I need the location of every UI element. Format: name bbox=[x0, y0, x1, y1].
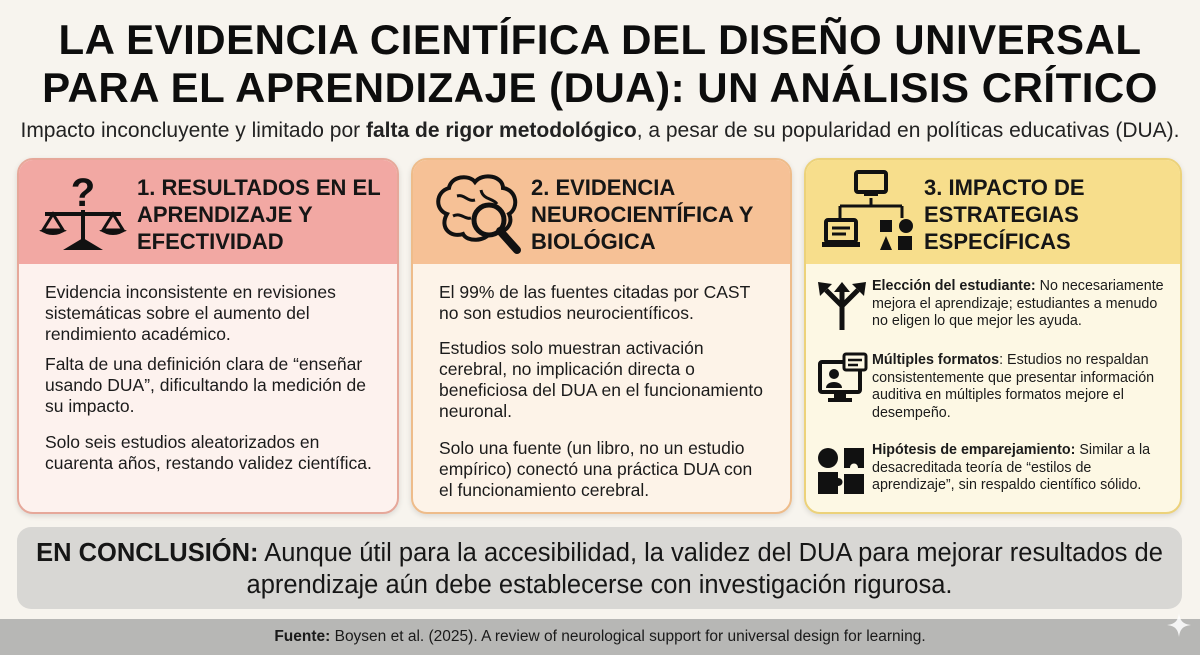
strategy-label: Múltiples formatos bbox=[872, 352, 1000, 368]
conclusion-label: EN CONCLUSIÓN: bbox=[36, 539, 259, 567]
card-body bbox=[806, 264, 1180, 512]
strategy-text bbox=[872, 352, 1170, 422]
card-neuroscience-evidence bbox=[411, 158, 792, 514]
card-header bbox=[806, 160, 1180, 264]
card-paragraph: Solo una fuente (un libro, no un estudio empírico) conectó una práctica DUA con el funcionamiento cerebral. bbox=[439, 438, 753, 500]
card-body bbox=[19, 264, 397, 512]
strategy-label: Hipótesis de emparejamiento: bbox=[872, 442, 1076, 458]
strategy-item-student-choice bbox=[814, 278, 1170, 348]
card-paragraph: Estudios solo muestran activación cerebral, no implicación directa o beneficiosa del DUA en el funcionamiento neuronal. bbox=[439, 338, 763, 421]
strategy-item-matching-hypothesis bbox=[814, 442, 1170, 512]
footer-citation: Boysen et al. (2025). A review of neurological support for universal design for learning. bbox=[330, 628, 926, 645]
multimedia-monitor-icon bbox=[814, 352, 870, 408]
card-title: 3. IMPACTO DE ESTRATEGIAS ESPECÍFICAS bbox=[924, 175, 1085, 254]
strategy-label: Elección del estudiante: bbox=[872, 278, 1036, 294]
card-paragraph: Solo seis estudios aleatorizados en cuarenta años, restando validez científica. bbox=[45, 432, 372, 473]
sparkle-icon bbox=[1166, 612, 1192, 638]
brain-magnifier-icon bbox=[427, 170, 527, 256]
card-body bbox=[413, 264, 790, 512]
strategy-description: Similar a la desacreditada teoría de “estilos de aprendizaje”, sin respaldo científico sólido. bbox=[872, 442, 1151, 493]
footer-label: Fuente: bbox=[274, 628, 331, 645]
strategy-description: No necesariamente mejora el aprendizaje; estudiantes a menudo no eligen lo que mejor les ayuda. bbox=[872, 278, 1164, 329]
card-header bbox=[413, 160, 790, 264]
balance-question-icon bbox=[33, 170, 133, 256]
strategy-text bbox=[872, 278, 1170, 331]
puzzle-shapes-icon bbox=[814, 442, 870, 498]
card-paragraph: El 99% de las fuentes citadas por CAST no son estudios neurocientíficos. bbox=[439, 282, 750, 323]
conclusion-box bbox=[17, 527, 1182, 609]
strategy-description: : Estudios no respaldan consistentemente que presentar información auditiva en múltiples formatos mejore el desempeño. bbox=[872, 352, 1155, 421]
strategy-text bbox=[872, 442, 1170, 495]
subtitle bbox=[0, 118, 1200, 144]
strategy-item-multiple-formats bbox=[814, 352, 1170, 422]
subtitle-post: , a pesar de su popularidad en políticas educativas (DUA). bbox=[636, 119, 1180, 142]
title-line-2: PARA EL APRENDIZAJE (DUA): UN ANÁLISIS CRÍTICO bbox=[42, 64, 1158, 111]
card-paragraph: Evidencia inconsistente en revisiones sistemáticas sobre el aumento del rendimiento académico. bbox=[45, 282, 336, 344]
card-title: 2. EVIDENCIA NEUROCIENTÍFICA Y BIOLÓGICA bbox=[531, 175, 754, 254]
subtitle-bold: falta de rigor metodológico bbox=[366, 119, 637, 142]
card-title: 1. RESULTADOS EN EL APRENDIZAJE Y EFECTIVIDAD bbox=[137, 175, 381, 254]
card-paragraph: Falta de una definición clara de “enseñar usando DUA”, dificultando la medición de su impacto. bbox=[45, 354, 367, 416]
strategy-network-icon bbox=[820, 170, 920, 256]
page-title bbox=[0, 16, 1200, 112]
fork-arrows-icon bbox=[814, 278, 870, 334]
card-header bbox=[19, 160, 397, 264]
conclusion-text: Aunque útil para la accesibilidad, la validez del DUA para mejorar resultados de aprendizaje aún debe establecerse con investigación rigurosa. bbox=[246, 539, 1163, 599]
subtitle-pre: Impacto inconcluyente y limitado por bbox=[20, 119, 366, 142]
card-learning-results bbox=[17, 158, 399, 514]
card-specific-strategies bbox=[804, 158, 1182, 514]
source-footer bbox=[0, 619, 1200, 655]
svg-text:?: ? bbox=[70, 171, 96, 215]
title-line-1: LA EVIDENCIA CIENTÍFICA DEL DISEÑO UNIVERSAL bbox=[58, 16, 1142, 63]
